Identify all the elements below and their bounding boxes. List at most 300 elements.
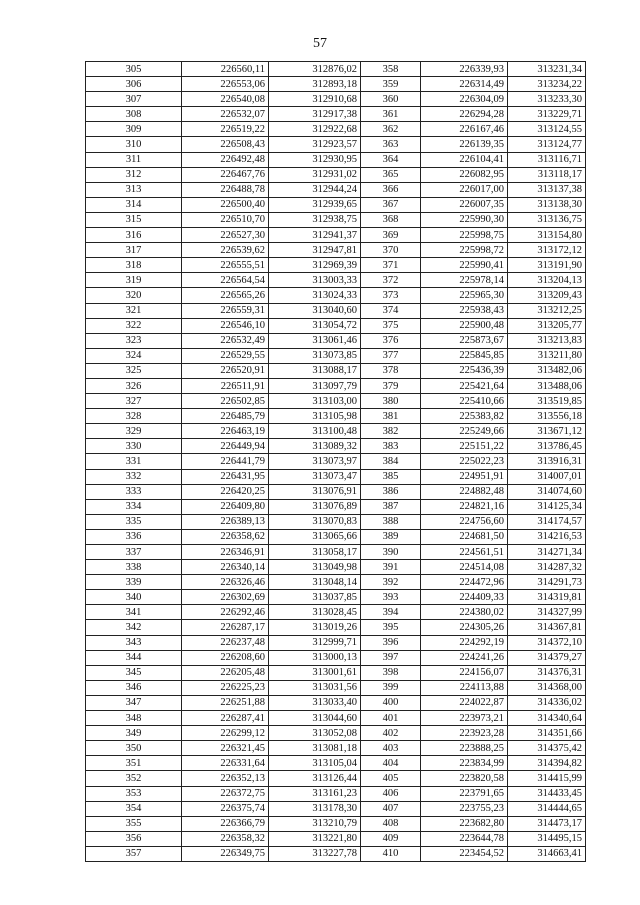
y-coordinate-cell: 312969,39	[269, 258, 361, 273]
x-coordinate-cell: 223923,28	[421, 726, 508, 741]
y-coordinate-cell: 313073,85	[269, 348, 361, 363]
y-coordinate-cell: 312944,24	[269, 182, 361, 197]
point-number-cell: 329	[86, 424, 182, 439]
y-coordinate-cell: 313105,98	[269, 409, 361, 424]
point-number-cell: 326	[86, 378, 182, 393]
point-number-cell: 336	[86, 529, 182, 544]
table-row	[86, 756, 586, 771]
point-number-cell: 386	[361, 484, 421, 499]
point-number-cell: 388	[361, 514, 421, 529]
x-coordinate-cell: 225421,64	[421, 378, 508, 393]
point-number-cell: 319	[86, 273, 182, 288]
point-number-cell: 392	[361, 575, 421, 590]
y-coordinate-cell: 314415,99	[508, 771, 586, 786]
table-row	[86, 771, 586, 786]
point-number-cell: 383	[361, 439, 421, 454]
y-coordinate-cell: 313205,77	[508, 318, 586, 333]
y-coordinate-cell: 313070,83	[269, 514, 361, 529]
point-number-cell: 363	[361, 137, 421, 152]
x-coordinate-cell: 224380,02	[421, 605, 508, 620]
y-coordinate-cell: 312923,57	[269, 137, 361, 152]
x-coordinate-cell: 226139,35	[421, 137, 508, 152]
y-coordinate-cell: 313161,23	[269, 786, 361, 801]
point-number-cell: 315	[86, 212, 182, 227]
table-row	[86, 801, 586, 816]
table-row	[86, 560, 586, 575]
x-coordinate-cell: 224472,96	[421, 575, 508, 590]
x-coordinate-cell: 225998,72	[421, 243, 508, 258]
y-coordinate-cell: 313103,00	[269, 394, 361, 409]
table-row	[86, 197, 586, 212]
point-number-cell: 325	[86, 363, 182, 378]
point-number-cell: 387	[361, 499, 421, 514]
x-coordinate-cell: 226559,31	[182, 303, 269, 318]
point-number-cell: 349	[86, 726, 182, 741]
point-number-cell: 307	[86, 92, 182, 107]
x-coordinate-cell: 223791,65	[421, 786, 508, 801]
page-number: 57	[313, 36, 327, 51]
point-number-cell: 338	[86, 560, 182, 575]
y-coordinate-cell: 313044,60	[269, 711, 361, 726]
y-coordinate-cell: 313482,06	[508, 363, 586, 378]
y-coordinate-cell: 313040,60	[269, 303, 361, 318]
y-coordinate-cell: 313488,06	[508, 378, 586, 393]
y-coordinate-cell: 313231,34	[508, 62, 586, 77]
y-coordinate-cell: 314394,82	[508, 756, 586, 771]
x-coordinate-cell: 225900,48	[421, 318, 508, 333]
x-coordinate-cell: 224156,07	[421, 665, 508, 680]
y-coordinate-cell: 313233,30	[508, 92, 586, 107]
x-coordinate-cell: 226409,80	[182, 499, 269, 514]
x-coordinate-cell: 226007,35	[421, 197, 508, 212]
point-number-cell: 410	[361, 846, 421, 861]
point-number-cell: 354	[86, 801, 182, 816]
y-coordinate-cell: 313221,80	[269, 831, 361, 846]
point-number-cell: 393	[361, 590, 421, 605]
table-row	[86, 529, 586, 544]
y-coordinate-cell: 314319,81	[508, 590, 586, 605]
y-coordinate-cell: 314216,53	[508, 529, 586, 544]
point-number-cell: 341	[86, 605, 182, 620]
point-number-cell: 381	[361, 409, 421, 424]
y-coordinate-cell: 313097,79	[269, 378, 361, 393]
point-number-cell: 347	[86, 695, 182, 710]
y-coordinate-cell: 313229,71	[508, 107, 586, 122]
y-coordinate-cell: 314125,34	[508, 499, 586, 514]
coordinates-table	[85, 61, 586, 862]
y-coordinate-cell: 314367,81	[508, 620, 586, 635]
x-coordinate-cell: 224022,87	[421, 695, 508, 710]
point-number-cell: 407	[361, 801, 421, 816]
y-coordinate-cell: 313211,80	[508, 348, 586, 363]
x-coordinate-cell: 224561,51	[421, 545, 508, 560]
table-row	[86, 273, 586, 288]
table-row	[86, 62, 586, 77]
x-coordinate-cell: 226565,26	[182, 288, 269, 303]
y-coordinate-cell: 313138,30	[508, 197, 586, 212]
y-coordinate-cell: 313058,17	[269, 545, 361, 560]
x-coordinate-cell: 226463,19	[182, 424, 269, 439]
x-coordinate-cell: 226520,91	[182, 363, 269, 378]
table-row	[86, 635, 586, 650]
point-number-cell: 359	[361, 77, 421, 92]
table-row	[86, 378, 586, 393]
x-coordinate-cell: 226488,78	[182, 182, 269, 197]
point-number-cell: 389	[361, 529, 421, 544]
x-coordinate-cell: 226467,76	[182, 167, 269, 182]
table-row	[86, 575, 586, 590]
x-coordinate-cell: 226500,40	[182, 197, 269, 212]
table-row	[86, 122, 586, 137]
table-row	[86, 167, 586, 182]
point-number-cell: 337	[86, 545, 182, 560]
y-coordinate-cell: 314379,27	[508, 650, 586, 665]
table-row	[86, 469, 586, 484]
x-coordinate-cell: 226349,75	[182, 846, 269, 861]
x-coordinate-cell: 226431,95	[182, 469, 269, 484]
point-number-cell: 339	[86, 575, 182, 590]
y-coordinate-cell: 313100,48	[269, 424, 361, 439]
x-coordinate-cell: 226205,48	[182, 665, 269, 680]
point-number-cell: 350	[86, 741, 182, 756]
x-coordinate-cell: 226366,79	[182, 816, 269, 831]
point-number-cell: 305	[86, 62, 182, 77]
point-number-cell: 343	[86, 635, 182, 650]
x-coordinate-cell: 223644,78	[421, 831, 508, 846]
y-coordinate-cell: 313137,38	[508, 182, 586, 197]
table-row	[86, 182, 586, 197]
x-coordinate-cell: 226492,48	[182, 152, 269, 167]
y-coordinate-cell: 312910,68	[269, 92, 361, 107]
y-coordinate-cell: 313227,78	[269, 846, 361, 861]
x-coordinate-cell: 226017,00	[421, 182, 508, 197]
x-coordinate-cell: 225990,41	[421, 258, 508, 273]
x-coordinate-cell: 226527,30	[182, 228, 269, 243]
point-number-cell: 330	[86, 439, 182, 454]
point-number-cell: 405	[361, 771, 421, 786]
x-coordinate-cell: 226564,54	[182, 273, 269, 288]
y-coordinate-cell: 312938,75	[269, 212, 361, 227]
point-number-cell: 321	[86, 303, 182, 318]
y-coordinate-cell: 314372,10	[508, 635, 586, 650]
x-coordinate-cell: 226375,74	[182, 801, 269, 816]
y-coordinate-cell: 313671,12	[508, 424, 586, 439]
x-coordinate-cell: 226287,41	[182, 711, 269, 726]
point-number-cell: 317	[86, 243, 182, 258]
x-coordinate-cell: 223820,58	[421, 771, 508, 786]
table-row	[86, 439, 586, 454]
table-row	[86, 786, 586, 801]
y-coordinate-cell: 313003,33	[269, 273, 361, 288]
y-coordinate-cell: 313191,90	[508, 258, 586, 273]
table-row	[86, 711, 586, 726]
table-row	[86, 394, 586, 409]
x-coordinate-cell: 224882,48	[421, 484, 508, 499]
x-coordinate-cell: 226389,13	[182, 514, 269, 529]
y-coordinate-cell: 314287,32	[508, 560, 586, 575]
point-number-cell: 322	[86, 318, 182, 333]
x-coordinate-cell: 226304,09	[421, 92, 508, 107]
point-number-cell: 385	[361, 469, 421, 484]
point-number-cell: 391	[361, 560, 421, 575]
x-coordinate-cell: 226346,91	[182, 545, 269, 560]
table-row	[86, 816, 586, 831]
point-number-cell: 395	[361, 620, 421, 635]
x-coordinate-cell: 224821,16	[421, 499, 508, 514]
x-coordinate-cell: 226326,46	[182, 575, 269, 590]
point-number-cell: 379	[361, 378, 421, 393]
x-coordinate-cell: 226553,06	[182, 77, 269, 92]
y-coordinate-cell: 313916,31	[508, 454, 586, 469]
x-coordinate-cell: 226340,14	[182, 560, 269, 575]
y-coordinate-cell: 312939,65	[269, 197, 361, 212]
y-coordinate-cell: 312999,71	[269, 635, 361, 650]
x-coordinate-cell: 226225,23	[182, 680, 269, 695]
x-coordinate-cell: 225938,43	[421, 303, 508, 318]
x-coordinate-cell: 226540,08	[182, 92, 269, 107]
y-coordinate-cell: 313054,72	[269, 318, 361, 333]
point-number-cell: 356	[86, 831, 182, 846]
x-coordinate-cell: 224305,26	[421, 620, 508, 635]
point-number-cell: 374	[361, 303, 421, 318]
x-coordinate-cell: 225998,75	[421, 228, 508, 243]
x-coordinate-cell: 226532,49	[182, 333, 269, 348]
point-number-cell: 390	[361, 545, 421, 560]
point-number-cell: 367	[361, 197, 421, 212]
y-coordinate-cell: 313049,98	[269, 560, 361, 575]
point-number-cell: 357	[86, 846, 182, 861]
x-coordinate-cell: 226441,79	[182, 454, 269, 469]
table-row	[86, 514, 586, 529]
x-coordinate-cell: 226519,22	[182, 122, 269, 137]
y-coordinate-cell: 313019,26	[269, 620, 361, 635]
x-coordinate-cell: 225990,30	[421, 212, 508, 227]
y-coordinate-cell: 313048,14	[269, 575, 361, 590]
y-coordinate-cell: 313118,17	[508, 167, 586, 182]
y-coordinate-cell: 314351,66	[508, 726, 586, 741]
point-number-cell: 346	[86, 680, 182, 695]
point-number-cell: 340	[86, 590, 182, 605]
table-row	[86, 288, 586, 303]
x-coordinate-cell: 226292,46	[182, 605, 269, 620]
point-number-cell: 345	[86, 665, 182, 680]
table-row	[86, 212, 586, 227]
y-coordinate-cell: 314291,73	[508, 575, 586, 590]
table-row	[86, 363, 586, 378]
table-row	[86, 77, 586, 92]
y-coordinate-cell: 313178,30	[269, 801, 361, 816]
point-number-cell: 314	[86, 197, 182, 212]
y-coordinate-cell: 313076,91	[269, 484, 361, 499]
y-coordinate-cell: 314495,15	[508, 831, 586, 846]
y-coordinate-cell: 314376,31	[508, 665, 586, 680]
point-number-cell: 316	[86, 228, 182, 243]
point-number-cell: 399	[361, 680, 421, 695]
point-number-cell: 353	[86, 786, 182, 801]
y-coordinate-cell: 313031,56	[269, 680, 361, 695]
y-coordinate-cell: 313154,80	[508, 228, 586, 243]
point-number-cell: 370	[361, 243, 421, 258]
y-coordinate-cell: 314433,45	[508, 786, 586, 801]
table-row	[86, 137, 586, 152]
table-row	[86, 695, 586, 710]
x-coordinate-cell: 224681,50	[421, 529, 508, 544]
x-coordinate-cell: 224951,91	[421, 469, 508, 484]
y-coordinate-cell: 312931,02	[269, 167, 361, 182]
point-number-cell: 332	[86, 469, 182, 484]
point-number-cell: 369	[361, 228, 421, 243]
y-coordinate-cell: 313204,13	[508, 273, 586, 288]
x-coordinate-cell: 224514,08	[421, 560, 508, 575]
y-coordinate-cell: 313073,97	[269, 454, 361, 469]
point-number-cell: 409	[361, 831, 421, 846]
table-row	[86, 665, 586, 680]
point-number-cell: 335	[86, 514, 182, 529]
point-number-cell: 378	[361, 363, 421, 378]
y-coordinate-cell: 313136,75	[508, 212, 586, 227]
table-row	[86, 333, 586, 348]
point-number-cell: 313	[86, 182, 182, 197]
point-number-cell: 365	[361, 167, 421, 182]
x-coordinate-cell: 226082,95	[421, 167, 508, 182]
point-number-cell: 408	[361, 816, 421, 831]
x-coordinate-cell: 226539,62	[182, 243, 269, 258]
y-coordinate-cell: 313033,40	[269, 695, 361, 710]
y-coordinate-cell: 313081,18	[269, 741, 361, 756]
x-coordinate-cell: 226287,17	[182, 620, 269, 635]
x-coordinate-cell: 224113,88	[421, 680, 508, 695]
table-row	[86, 454, 586, 469]
x-coordinate-cell: 225410,66	[421, 394, 508, 409]
y-coordinate-cell: 314368,00	[508, 680, 586, 695]
y-coordinate-cell: 314327,99	[508, 605, 586, 620]
x-coordinate-cell: 226167,46	[421, 122, 508, 137]
x-coordinate-cell: 226294,28	[421, 107, 508, 122]
point-number-cell: 320	[86, 288, 182, 303]
y-coordinate-cell: 314007,01	[508, 469, 586, 484]
table-row	[86, 243, 586, 258]
point-number-cell: 351	[86, 756, 182, 771]
table-row	[86, 258, 586, 273]
y-coordinate-cell: 313073,47	[269, 469, 361, 484]
table-row	[86, 846, 586, 861]
point-number-cell: 334	[86, 499, 182, 514]
table-row	[86, 92, 586, 107]
y-coordinate-cell: 313213,83	[508, 333, 586, 348]
y-coordinate-cell: 313124,77	[508, 137, 586, 152]
x-coordinate-cell: 226532,07	[182, 107, 269, 122]
y-coordinate-cell: 312917,38	[269, 107, 361, 122]
x-coordinate-cell: 225965,30	[421, 288, 508, 303]
y-coordinate-cell: 313024,33	[269, 288, 361, 303]
y-coordinate-cell: 313001,61	[269, 665, 361, 680]
x-coordinate-cell: 226372,75	[182, 786, 269, 801]
table-row	[86, 650, 586, 665]
x-coordinate-cell: 226104,41	[421, 152, 508, 167]
x-coordinate-cell: 226529,55	[182, 348, 269, 363]
y-coordinate-cell: 313065,66	[269, 529, 361, 544]
point-number-cell: 358	[361, 62, 421, 77]
y-coordinate-cell: 313076,89	[269, 499, 361, 514]
x-coordinate-cell: 225151,22	[421, 439, 508, 454]
y-coordinate-cell: 313105,04	[269, 756, 361, 771]
x-coordinate-cell: 226449,94	[182, 439, 269, 454]
point-number-cell: 403	[361, 741, 421, 756]
point-number-cell: 327	[86, 394, 182, 409]
point-number-cell: 384	[361, 454, 421, 469]
point-number-cell: 373	[361, 288, 421, 303]
x-coordinate-cell: 226237,48	[182, 635, 269, 650]
point-number-cell: 398	[361, 665, 421, 680]
y-coordinate-cell: 313786,45	[508, 439, 586, 454]
y-coordinate-cell: 313172,12	[508, 243, 586, 258]
y-coordinate-cell: 314074,60	[508, 484, 586, 499]
point-number-cell: 323	[86, 333, 182, 348]
table-row	[86, 318, 586, 333]
x-coordinate-cell: 223834,99	[421, 756, 508, 771]
y-coordinate-cell: 314473,17	[508, 816, 586, 831]
point-number-cell: 355	[86, 816, 182, 831]
x-coordinate-cell: 226546,10	[182, 318, 269, 333]
y-coordinate-cell: 313052,08	[269, 726, 361, 741]
point-number-cell: 371	[361, 258, 421, 273]
point-number-cell: 312	[86, 167, 182, 182]
y-coordinate-cell: 314375,42	[508, 741, 586, 756]
point-number-cell: 306	[86, 77, 182, 92]
x-coordinate-cell: 224241,26	[421, 650, 508, 665]
x-coordinate-cell: 225383,82	[421, 409, 508, 424]
point-number-cell: 396	[361, 635, 421, 650]
x-coordinate-cell: 226560,11	[182, 62, 269, 77]
y-coordinate-cell: 313124,55	[508, 122, 586, 137]
table-row	[86, 726, 586, 741]
y-coordinate-cell: 314336,02	[508, 695, 586, 710]
point-number-cell: 368	[361, 212, 421, 227]
table-row	[86, 620, 586, 635]
x-coordinate-cell: 226508,43	[182, 137, 269, 152]
table-row	[86, 409, 586, 424]
point-number-cell: 318	[86, 258, 182, 273]
point-number-cell: 376	[361, 333, 421, 348]
table-row	[86, 348, 586, 363]
point-number-cell: 380	[361, 394, 421, 409]
y-coordinate-cell: 314340,64	[508, 711, 586, 726]
y-coordinate-cell: 313116,71	[508, 152, 586, 167]
point-number-cell: 366	[361, 182, 421, 197]
point-number-cell: 324	[86, 348, 182, 363]
table-row	[86, 680, 586, 695]
y-coordinate-cell: 314174,57	[508, 514, 586, 529]
table-row	[86, 303, 586, 318]
x-coordinate-cell: 226510,70	[182, 212, 269, 227]
x-coordinate-cell: 226502,85	[182, 394, 269, 409]
y-coordinate-cell: 313028,45	[269, 605, 361, 620]
point-number-cell: 401	[361, 711, 421, 726]
x-coordinate-cell: 223973,21	[421, 711, 508, 726]
point-number-cell: 344	[86, 650, 182, 665]
point-number-cell: 361	[361, 107, 421, 122]
x-coordinate-cell: 225978,14	[421, 273, 508, 288]
point-number-cell: 402	[361, 726, 421, 741]
point-number-cell: 372	[361, 273, 421, 288]
table-row	[86, 605, 586, 620]
y-coordinate-cell: 313556,18	[508, 409, 586, 424]
y-coordinate-cell: 313234,22	[508, 77, 586, 92]
x-coordinate-cell: 225873,67	[421, 333, 508, 348]
point-number-cell: 375	[361, 318, 421, 333]
y-coordinate-cell: 313061,46	[269, 333, 361, 348]
x-coordinate-cell: 226511,91	[182, 378, 269, 393]
